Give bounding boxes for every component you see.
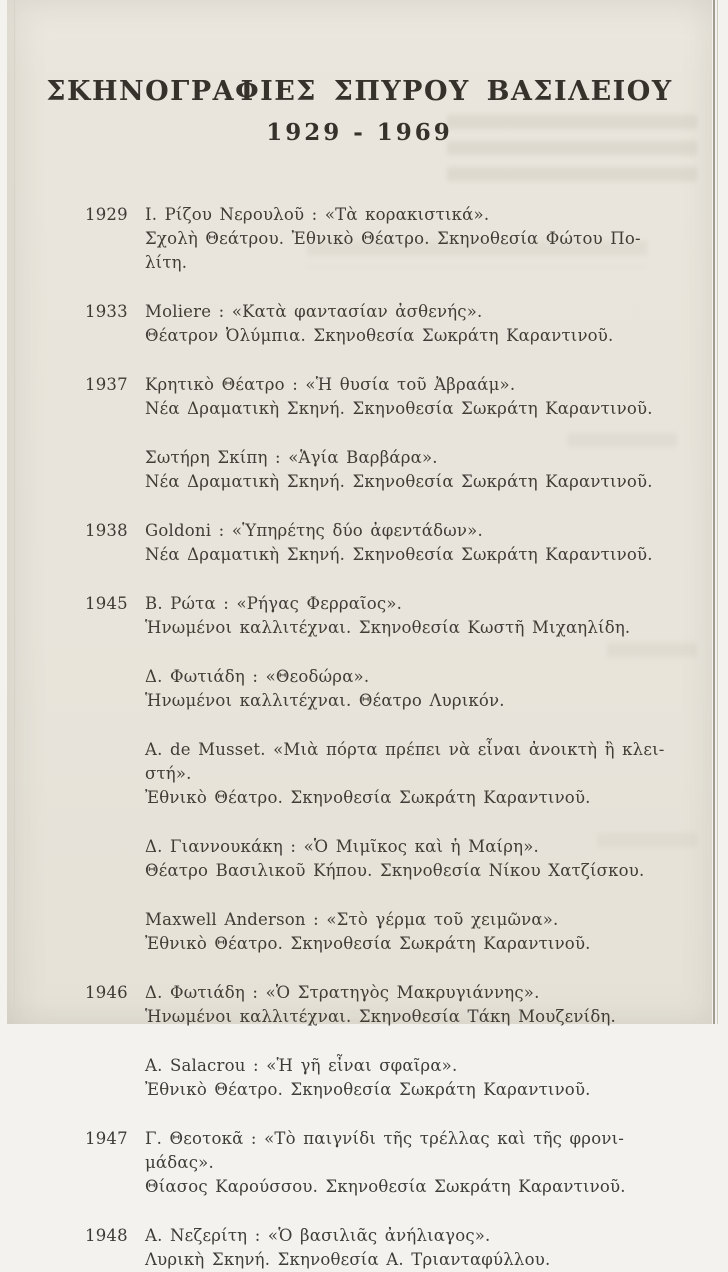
entry-year: 1933 (85, 302, 128, 321)
book-page (7, 0, 712, 1269)
page-left-edge (14, 0, 15, 1024)
page-right-edge-inner (717, 0, 718, 1024)
entry-row (7, 908, 712, 956)
entry-line: στή». (145, 764, 192, 783)
entry-row (7, 592, 712, 640)
entry-line: λίτη. (145, 253, 188, 272)
entry-line: Δ. Φωτιάδη : «Θεοδώρα». (145, 667, 370, 686)
entry-year (85, 446, 145, 494)
page-right-edge (713, 0, 715, 1024)
entry-line: Α. de Musset. «Μιὰ πόρτα πρέπει νὰ εἶναι ἀνοικτὴ ἢ κλει- (145, 740, 665, 759)
entry-line: Νέα Δραματικὴ Σκηνή. Σκηνοθεσία Σωκράτη Καραντινοῦ. (145, 399, 653, 418)
entry-row (7, 665, 712, 713)
entry-text (145, 835, 647, 883)
entry-line: Δ. Γιαννουκάκη : «Ὁ Μιμῖκος καὶ ἡ Μαίρη». (145, 837, 539, 856)
entry-year: 1948 (85, 1226, 128, 1245)
entry-line: Ἡνωμένοι καλλιτέχναι. Σκηνοθεσία Κωστῆ Μιχαηλίδη. (145, 618, 631, 637)
entry-row (7, 373, 712, 421)
entry-year: 1937 (85, 375, 128, 394)
entry-year (85, 665, 145, 713)
entry-text (145, 300, 647, 348)
entry-row (7, 835, 712, 883)
entry-line: Β. Ρώτα : «Ρήγας Φερραῖος». (145, 594, 403, 613)
entry-text (145, 446, 653, 494)
entry-line: μάδας». (145, 1153, 214, 1172)
entry-row (7, 519, 712, 567)
entry-line: Γ. Θεοτοκᾶ : «Τὸ παιγνίδι τῆς τρέλλας καὶ τῆς φρονι- (145, 1129, 625, 1148)
entry-line: Λυρικὴ Σκηνή. Σκηνοθεσία Α. Τριανταφύλλου. (145, 1250, 551, 1269)
page-subtitle-years: 1929 - 1969 (266, 119, 453, 146)
entry-text (145, 908, 647, 956)
entry-row (7, 300, 712, 348)
entry-text (145, 592, 647, 640)
entry-line: Δ. Φωτιάδη : «Ὁ Στρατηγὸς Μακρυγιάννης». (145, 983, 540, 1002)
entry-line: Θέατρο Βασιλικοῦ Κήπου. Σκηνοθεσία Νίκου Χατζίσκου. (145, 861, 645, 880)
entry-year (85, 1054, 145, 1102)
entry-row (7, 203, 712, 275)
entry-row (7, 1127, 712, 1199)
page-content (7, 0, 712, 1269)
entry-line: Α. Salacrou : «Ἡ γῆ εἶναι σφαῖρα». (145, 1056, 458, 1075)
entry-line: Θίασος Καρούσσου. Σκηνοθεσία Σωκράτη Καραντινοῦ. (145, 1177, 626, 1196)
entry-year: 1929 (85, 205, 128, 224)
entry-line: Σωτήρη Σκίπη : «Ἁγία Βαρβάρα». (145, 448, 438, 467)
entry-year: 1938 (85, 521, 128, 540)
entry-year: 1945 (85, 594, 128, 613)
entry-text (145, 665, 647, 713)
entry-year (85, 738, 145, 810)
entry-line: Σχολὴ Θεάτρου. Ἐθνικὸ Θέατρο. Σκηνοθεσία Φώτου Πο- (145, 229, 641, 248)
entry-row (7, 1054, 712, 1102)
entry-line: Α. Νεζερίτη : «Ὁ βασιλιᾶς ἀνήλιαγος». (145, 1226, 491, 1245)
entry-text (145, 738, 665, 810)
entry-line: Ι. Ρίζου Νερουλοῦ : «Τὰ κορακιστικά». (145, 205, 490, 224)
entry-text (145, 1054, 647, 1102)
entry-line: Θέατρον Ὀλύμπια. Σκηνοθεσία Σωκράτη Καραντινοῦ. (145, 326, 614, 345)
entries (7, 203, 712, 1272)
entry-text (145, 203, 647, 275)
entry-row (7, 738, 712, 810)
entry-year: 1946 (85, 983, 128, 1002)
entry-line: Ἡνωμένοι καλλιτέχναι. Θέατρο Λυρικόν. (145, 691, 505, 710)
entry-text (145, 1127, 647, 1199)
entry-year: 1947 (85, 1129, 128, 1148)
entry-row (7, 446, 712, 494)
entry-row (7, 1224, 712, 1272)
entry-text (145, 1224, 647, 1272)
entry-year (85, 835, 145, 883)
entry-text (145, 373, 653, 421)
entry-line: Νέα Δραματικὴ Σκηνή. Σκηνοθεσία Σωκράτη Καραντινοῦ. (145, 545, 653, 564)
entry-line: Moliere : «Κατὰ φαντασίαν ἀσθενής». (145, 302, 483, 321)
entry-row (7, 981, 712, 1029)
entry-line: Ἡνωμένοι καλλιτέχναι. Σκηνοθεσία Τάκη Μουζενίδη. (145, 1007, 616, 1026)
entry-line: Goldoni : «Ὑπηρέτης δύο ἀφεντάδων». (145, 521, 483, 540)
entry-line: Νέα Δραματικὴ Σκηνή. Σκηνοθεσία Σωκράτη Καραντινοῦ. (145, 472, 653, 491)
entry-line: Κρητικὸ Θέατρο : «Ἡ θυσία τοῦ Ἀβραάμ». (145, 375, 516, 394)
entry-text (145, 519, 653, 567)
entry-line: Ἐθνικὸ Θέατρο. Σκηνοθεσία Σωκράτη Καραντινοῦ. (145, 1080, 591, 1099)
page-title: ΣΚΗΝΟΓΡΑΦΙΕΣ ΣΠΥΡΟΥ ΒΑΣΙΛΕΙΟΥ (46, 76, 673, 107)
entry-line: Ἐθνικὸ Θέατρο. Σκηνοθεσία Σωκράτη Καραντινοῦ. (145, 788, 591, 807)
entry-line: Ἐθνικὸ Θέατρο. Σκηνοθεσία Σωκράτη Καραντινοῦ. (145, 934, 591, 953)
entry-text (145, 981, 647, 1029)
entry-line: Maxwell Anderson : «Στὸ γέρμα τοῦ χειμῶνα». (145, 910, 559, 929)
entry-year (85, 908, 145, 956)
